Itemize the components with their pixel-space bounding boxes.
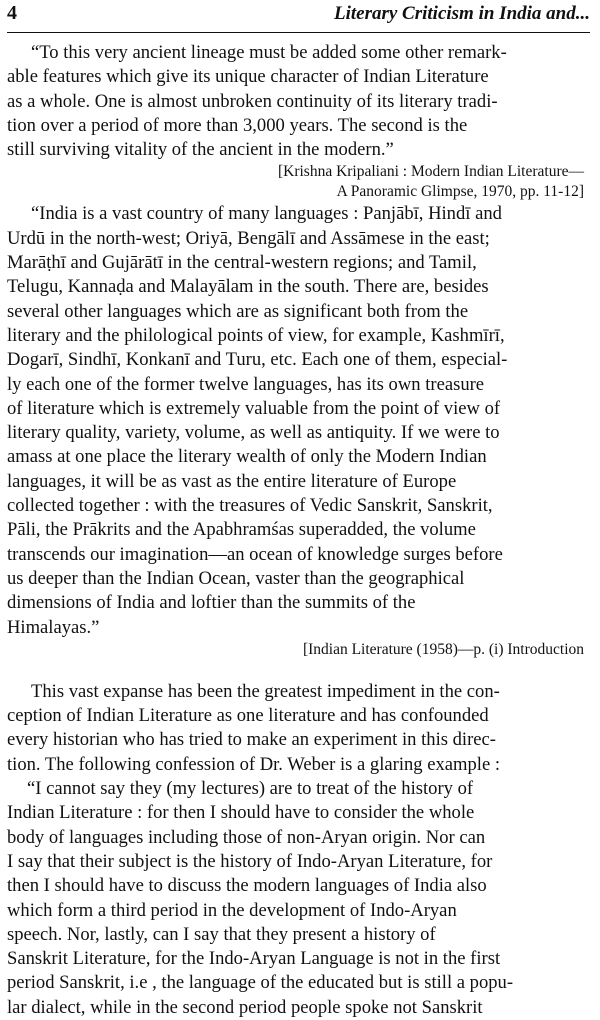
citation-line: A Panoramic Glimpse, 1970, pp. 11-12]	[336, 183, 584, 201]
text-line: as a whole. One is almost unbroken continuity of its literary tradi-	[7, 90, 498, 112]
text-line: several other languages which are as significant both from the	[7, 300, 469, 322]
text-line: “To this very ancient lineage must be added some other remark-	[31, 42, 507, 63]
text-line: amass at one place the literary wealth of only the Modern Indian	[7, 446, 487, 468]
text-line: languages, it will be as vast as the entire literature of Europe	[7, 470, 457, 492]
citation-indian-literature: [Indian Literature (1958)—p. (i) Introduction	[302, 640, 584, 658]
quote-indian-literature	[7, 202, 590, 639]
citation-kripalani	[7, 162, 590, 202]
text-line: body of languages including those of non-Aryan origin. Nor can	[7, 826, 486, 848]
text-line: Telugu, Kannaḍa and Malayālam in the south. There are, besides	[7, 276, 489, 298]
text-line: ception of Indian Literature as one literature and has confounded	[7, 705, 489, 727]
running-title: Literary Criticism in India and...	[333, 3, 590, 24]
text-line: able features which give its unique character of Indian Literature	[7, 66, 489, 88]
text-line: Marāṭhī and Gujārātī in the central-western regions; and Tamil,	[7, 252, 477, 274]
text-line: speech. Nor, lastly, can I say that they present a history of	[7, 923, 436, 945]
text-line: Sanskrit Literature, for the Indo-Aryan Language is not in the first	[7, 948, 501, 970]
text-line: still surviving vitality of the ancient in the modern.”	[7, 139, 394, 161]
text-line: Indian Literature : for then I should have to consider the whole	[7, 802, 475, 824]
quote-weber	[7, 777, 590, 1020]
page-header	[7, 0, 590, 33]
text-line: lar dialect, while in the second period people spoke not Sanskrit	[7, 996, 483, 1018]
text-line: I say that their subject is the history of Indo-Aryan Literature, for	[7, 850, 493, 872]
text-line: period Sanskrit, i.e , the language of the educated but is still a popu-	[7, 972, 514, 994]
text-line: Pāli, the Prākrits and the Apabhramśas superadded, the volume	[7, 519, 476, 541]
quote-kripalani	[7, 41, 590, 162]
text-line: then I should have to discuss the modern languages of India also	[7, 875, 487, 897]
text-line: Dogarī, Sindhī, Konkanī and Turu, etc. Each one of them, especial-	[7, 349, 508, 371]
text-line: tion over a period of more than 3,000 years. The second is the	[7, 114, 468, 136]
text-line: ly each one of the former twelve languages, has its own treasure	[7, 373, 485, 395]
text-line: of literature which is extremely valuable from the point of view of	[7, 397, 501, 419]
text-line: collected together : with the treasures of Vedic Sanskrit, Sanskrit,	[7, 495, 493, 517]
paragraph-weber-intro	[7, 680, 590, 777]
text-line: every historian who has tried to make an experiment in this direc-	[7, 729, 496, 751]
text-line: which form a third period in the development of Indo-Aryan	[7, 899, 457, 921]
text-line: tion. The following confession of Dr. Weber is a glaring example :	[7, 753, 501, 775]
text-line: Himalayas.”	[7, 616, 100, 638]
text-line: literary and the philological points of view, for example, Kashmīrī,	[7, 324, 505, 346]
citation-line: [Krishna Kripaliani : Modern Indian Literature—	[277, 163, 584, 181]
text-line: “I cannot say they (my lectures) are to treat of the history of	[27, 778, 474, 800]
text-line: dimensions of India and loftier than the summits of the	[7, 592, 416, 614]
text-line: transcends our imagination—an ocean of knowledge surges before	[7, 543, 503, 565]
text-line: Urdū in the north-west; Oriyā, Bengālī and Assāmese in the east;	[7, 227, 490, 249]
text-line: us deeper than the Indian Ocean, vaster than the geographical	[7, 567, 465, 589]
text-line: literary quality, variety, volume, as well as antiquity. If we were to	[7, 422, 500, 444]
text-line: “India is a vast country of many languages : Panjābī, Hindī and	[31, 203, 502, 225]
page-number: 4	[7, 2, 17, 24]
text-line: This vast expanse has been the greatest impediment in the con-	[31, 680, 500, 702]
